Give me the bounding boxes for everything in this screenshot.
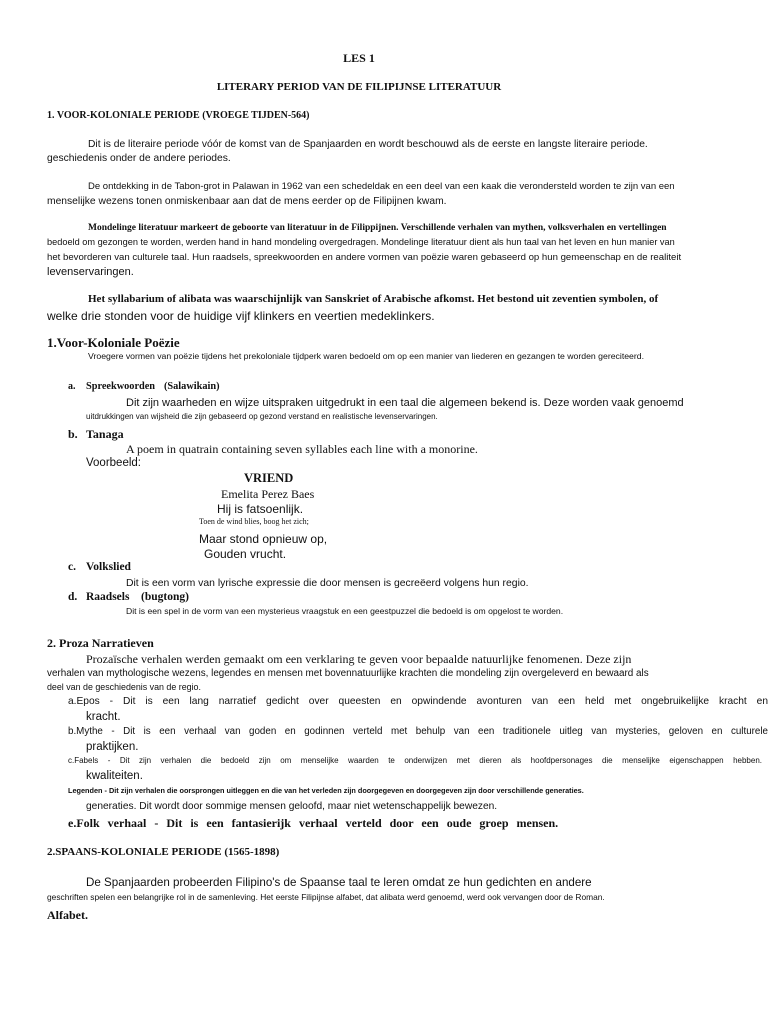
raadsels-description: Dit is een spel in de vorm van een mysterieus vraagstuk en een geestpuzzel die bedoeld is om opgelost te worden. — [126, 606, 564, 616]
paragraph-3-line-2: bedoeld om gezongen te worden, werden hand in hand mondeling overgedragen. Mondelinge literatuur dient als hun taal van het leven en hun manier van — [47, 237, 675, 247]
spreekwoorden-description-1: Dit zijn waarheden en wijze uitspraken uitgedrukt in een taal die algemeen bekend is. Deze worden vaak genoemd — [126, 397, 684, 409]
section-heading-proza: 2. Proza Narratieven — [47, 636, 154, 650]
fabels-line-1: c.Fabels - Dit zijn verhalen die bedoeld zijn om menselijke waarden te onderwijzen met dieren als hoofdpersonages die menselijke eigenschappen hebben. — [68, 756, 762, 765]
list-title-raadsels: Raadsels — [86, 591, 130, 603]
subsection-heading-poezie: 1.Voor-Koloniale Poëzie — [47, 335, 180, 350]
lesson-number: LES 1 — [343, 51, 375, 65]
section-heading-spaans-koloniale: 2.SPAANS-KOLONIALE PERIODE (1565-1898) — [47, 846, 280, 858]
list-label-b: b. — [68, 427, 78, 441]
poem-line-4: Gouden vrucht. — [204, 547, 287, 561]
section-heading-voor-koloniale: 1. VOOR-KOLONIALE PERIODE (VROEGE TIJDEN-564) — [47, 110, 310, 121]
list-title-volkslied: Volkslied — [86, 561, 131, 573]
spaans-line-1: De Spanjaarden probeerden Filipino's de Spaanse taal te leren omdat ze hun gedichten en andere — [86, 876, 592, 889]
paragraph-4-line-1: Het syllabarium of alibata was waarschijnlijk van Sanskriet of Arabische afkomst. Het bestond uit zeventien symbolen, of — [88, 293, 659, 305]
list-label-a: a. — [68, 381, 76, 392]
paragraph-2-line-2: menselijke wezens tonen onmiskenbaar aan dat de mens eerder op de Filipijnen kwam. — [47, 196, 447, 207]
subsection-description: Vroegere vormen van poëzie tijdens het prekoloniale tijdperk waren bedoeld om op een manier van liederen en gezangen te worden gereciteerd. — [88, 351, 645, 361]
poem-line-3: Maar stond opnieuw op, — [199, 532, 328, 546]
voorbeeld-label: Voorbeeld: — [86, 457, 141, 469]
paragraph-3-line-4: levenservaringen. — [47, 266, 134, 278]
poem-line-2: Toen de wind blies, boog het zich; — [199, 517, 309, 526]
list-title-tanaga: Tanaga — [86, 427, 124, 441]
proza-line-3: deel van de geschiedenis van de regio. — [47, 682, 201, 692]
volkslied-description: Dit is een vorm van lyrische expressie die door mensen is gecreëerd volgens hun regio. — [126, 578, 529, 589]
tanaga-description: A poem in quatrain containing seven syllables each line with a monorine. — [126, 442, 478, 456]
spaans-line-2: geschriften spelen een belangrijke rol in de samenleving. Het eerste Filipijnse alfabet, dat alibata werd genoemd, werd ook vervangen door de Roman. — [47, 892, 605, 902]
list-subtitle-bugtong: (bugtong) — [141, 591, 189, 603]
paragraph-3-line-3: het bevorderen van culturele taal. Hun raadsels, spreekwoorden en andere vormen van poëzie waren gebaseerd op hun gemeenschap en de realiteit — [47, 252, 682, 263]
poem-line-1: Hij is fatsoenlijk. — [217, 502, 304, 516]
paragraph-4-line-2: welke drie stonden voor de huidige vijf klinkers en veertien medeklinkers. — [47, 309, 435, 323]
list-label-d: d. — [68, 591, 78, 603]
epos-line-2: kracht. — [86, 711, 121, 723]
paragraph-1-line-1: Dit is de literaire periode vóór de komst van de Spanjaarden en wordt beschouwd als de eerste en langste literaire periode. — [88, 139, 648, 150]
spreekwoorden-description-2: uitdrukkingen van wijsheid die zijn gebaseerd op gezond verstand en realistische levenservaringen. — [86, 412, 438, 421]
list-subtitle-salawikain: (Salawikain) — [164, 381, 220, 392]
document-title: LITERARY PERIOD VAN DE FILIPIJNSE LITERATUUR — [216, 81, 502, 93]
poem-title: VRIEND — [244, 471, 294, 485]
proza-line-2: verhalen van mythologische wezens, legendes en mensen met bovennatuurlijke krachten die mondeling zijn overgeleverd en bewaard als — [47, 668, 649, 679]
list-title-spreekwoorden: Spreekwoorden — [86, 381, 156, 392]
list-label-c: c. — [68, 561, 76, 573]
paragraph-3-line-1: Mondelinge literatuur markeert de geboorte van literatuur in de Filippijnen. Verschillende verhalen van mythen, volksverhalen en vertellingen — [88, 223, 667, 233]
fabels-line-2: kwaliteiten. — [86, 770, 143, 782]
alfabet-heading: Alfabet. — [47, 908, 88, 922]
legenden-line-2: generaties. Dit wordt door sommige mensen geloofd, maar niet wetenschappelijk bewezen. — [86, 801, 498, 812]
proza-line-1: Prozaïsche verhalen werden gemaakt om een verklaring te geven voor bepaalde natuurlijke fenomenen. Deze zijn — [86, 652, 632, 666]
epos-line-1: a.Epos - Dit is een lang narratief gedicht over queesten en opwindende avonturen van een held met ongebruikelijke kracht en — [68, 696, 768, 707]
poem-author: Emelita Perez Baes — [221, 487, 315, 501]
folk-verhaal-line: e.Folk verhaal - Dit is een fantasierijk verhaal verteld door een oude groep mensen. — [68, 816, 559, 830]
paragraph-1-line-2: geschiedenis onder de andere periodes. — [47, 153, 231, 164]
legenden-line-1: Legenden - Dit zijn verhalen die oorsprongen uitleggen en die van het verleden zijn doorgegeven en doorgegeven zijn door verschillende generaties. — [68, 786, 584, 795]
mythe-line-2: praktijken. — [86, 741, 139, 753]
paragraph-2-line-1: De ontdekking in de Tabon-grot in Palawan in 1962 van een schedeldak en een deel van een kaak die verondersteld worden te zijn van een — [88, 181, 675, 192]
mythe-line-1: b.Mythe - Dit is een verhaal van goden en godinnen verteld met behulp van een traditionele uitleg van mysteries, geloven en culturele — [68, 726, 768, 737]
